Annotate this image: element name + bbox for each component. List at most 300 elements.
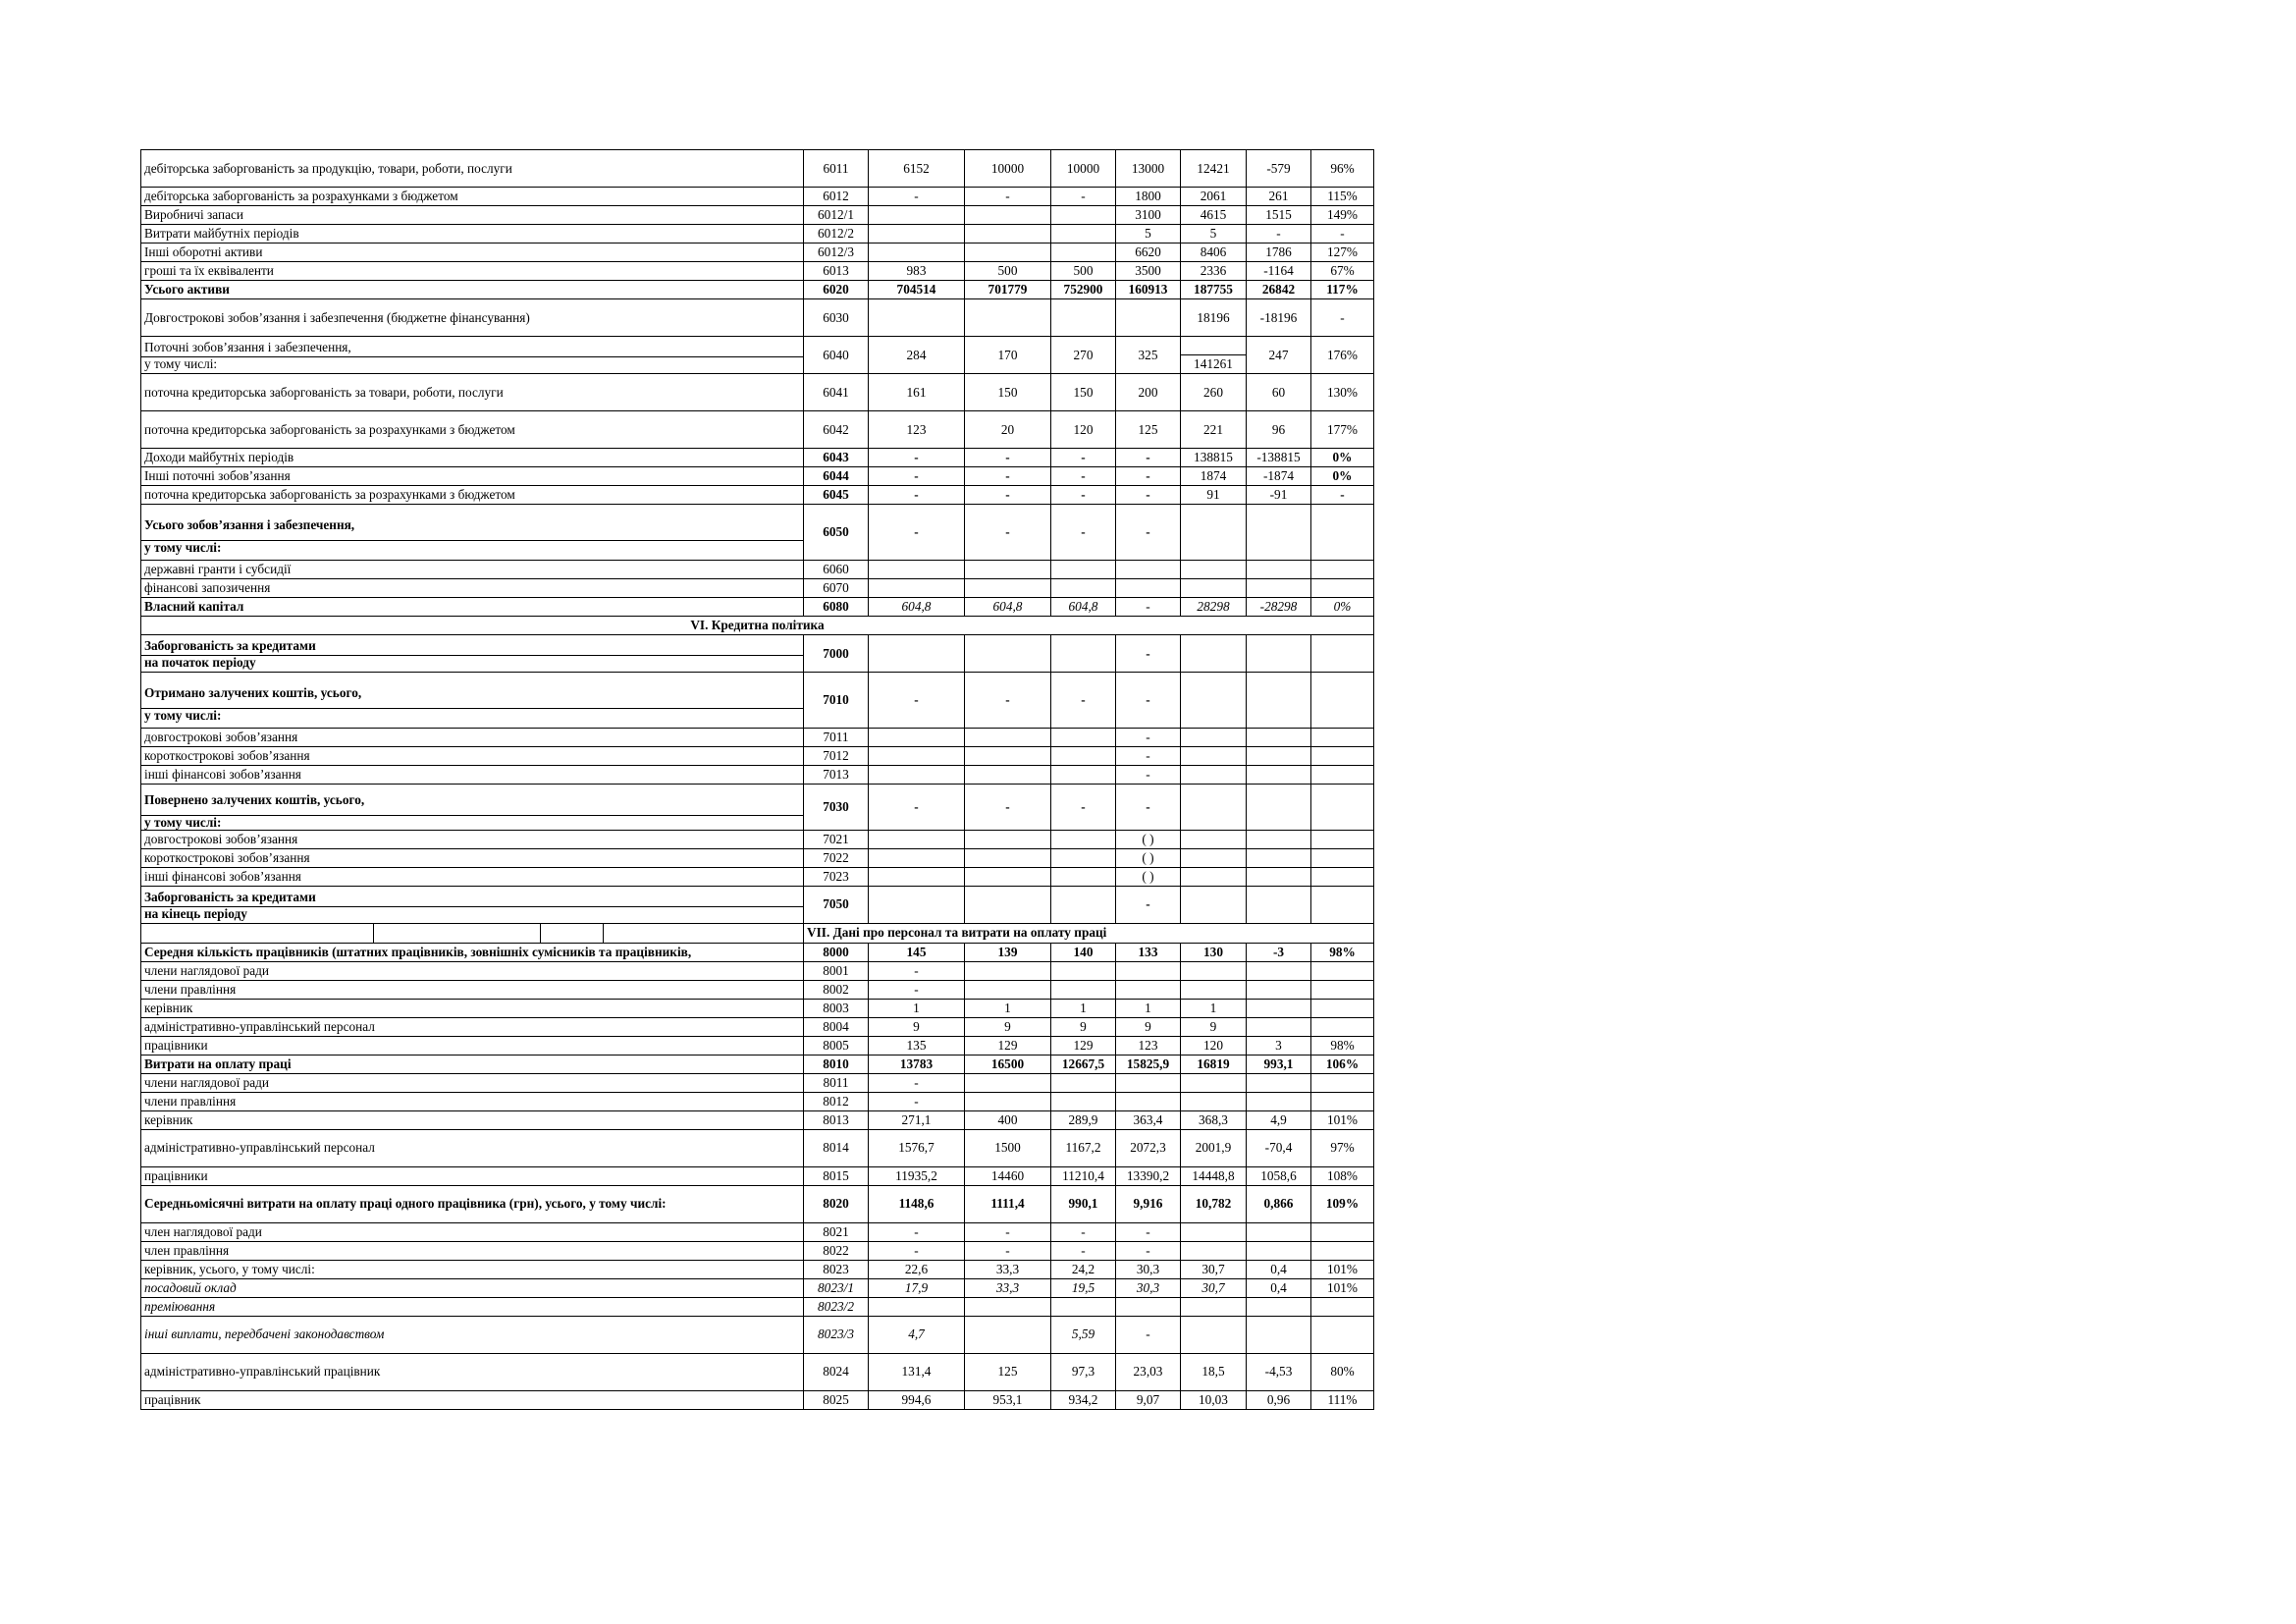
financial-plan-table [140, 149, 1374, 1410]
value-cell: 704514 [869, 281, 965, 299]
value-cell: 6152 [869, 150, 965, 188]
value-cell: -3 [1247, 943, 1311, 961]
row-code: 8025 [804, 1390, 869, 1409]
value-cell: - [1051, 467, 1116, 486]
section-title-personnel: VII. Дані про персонал та витрати на оплату праці [804, 923, 1374, 943]
row-code: 7000 [804, 635, 869, 673]
value-cell: 10000 [965, 150, 1051, 188]
value-cell: 96 [1247, 411, 1311, 449]
value-cell: 109% [1311, 1185, 1374, 1222]
value-cell: 26842 [1247, 281, 1311, 299]
row-code: 6045 [804, 486, 869, 505]
value-cell: 701779 [965, 281, 1051, 299]
value-cell [1181, 848, 1247, 867]
value-cell [1116, 1297, 1181, 1316]
value-cell: 271,1 [869, 1110, 965, 1129]
table-row [141, 1110, 1374, 1129]
value-cell: 125 [1116, 411, 1181, 449]
value-cell: 123 [869, 411, 965, 449]
value-cell: 13390,2 [1116, 1166, 1181, 1185]
value-cell: 145 [869, 943, 965, 961]
row-label-line1: Заборгованість за кредитами [141, 637, 803, 656]
value-cell: 161 [869, 374, 965, 411]
value-cell: 604,8 [1051, 598, 1116, 617]
table-row [141, 1055, 1374, 1073]
row-label [141, 635, 804, 673]
table-row [141, 561, 1374, 579]
row-label: члени наглядової ради [141, 961, 804, 980]
value-cell [965, 747, 1051, 766]
row-label: інші фінансові зобов’язання [141, 766, 804, 785]
value-cell: 1 [965, 999, 1051, 1017]
value-cell [965, 1297, 1051, 1316]
row-label: Середньомісячні витрати на оплату праці одного працівника (грн), усього, у тому числі: [141, 1185, 804, 1222]
value-cell: - [1116, 785, 1181, 831]
row-label-line2: на кінець періоду [144, 905, 247, 921]
value-cell [869, 561, 965, 579]
row-label: адміністративно-управлінський персонал [141, 1017, 804, 1036]
value-cell: - [1051, 486, 1116, 505]
value-cell: 261 [1247, 188, 1311, 206]
row-label: дебіторська заборгованість за продукцію, товари, роботи, послуги [141, 150, 804, 188]
value-cell: 13000 [1116, 150, 1181, 188]
value-cell: 111% [1311, 1390, 1374, 1409]
value-cell [1116, 561, 1181, 579]
row-code: 7021 [804, 830, 869, 848]
value-cell [1311, 635, 1374, 673]
row-code: 7012 [804, 747, 869, 766]
value-cell: 0% [1311, 449, 1374, 467]
row-label: поточна кредиторська заборгованість за розрахунками з бюджетом [141, 411, 804, 449]
value-cell [1247, 635, 1311, 673]
value-cell [1181, 1073, 1247, 1092]
value-cell [1051, 299, 1116, 337]
row-code: 8005 [804, 1036, 869, 1055]
value-cell: - [965, 505, 1051, 561]
value-cell: 16819 [1181, 1055, 1247, 1073]
value-cell: 2061 [1181, 188, 1247, 206]
row-code: 8020 [804, 1185, 869, 1222]
value-cell: 9 [869, 1017, 965, 1036]
value-cell: 1500 [965, 1129, 1051, 1166]
value-cell [1247, 785, 1311, 831]
value-cell [965, 848, 1051, 867]
value-cell: 138815 [1181, 449, 1247, 467]
value-cell [1051, 830, 1116, 848]
value-cell: 4,9 [1247, 1110, 1311, 1129]
value-cell: 125 [965, 1353, 1051, 1390]
value-cell: -18196 [1247, 299, 1311, 337]
row-code: 6080 [804, 598, 869, 617]
value-cell: 101% [1311, 1278, 1374, 1297]
row-label [141, 785, 804, 831]
value-cell: 325 [1116, 337, 1181, 374]
row-code: 8022 [804, 1241, 869, 1260]
value-cell: 200 [1116, 374, 1181, 411]
table-row [141, 505, 1374, 561]
row-label-line2: у тому числі: [144, 540, 222, 556]
row-code: 6020 [804, 281, 869, 299]
value-cell: 24,2 [1051, 1260, 1116, 1278]
value-cell: 101% [1311, 1110, 1374, 1129]
value-cell: 363,4 [1116, 1110, 1181, 1129]
value-cell: - [1116, 598, 1181, 617]
value-cell [1051, 747, 1116, 766]
value-cell [1051, 244, 1116, 262]
value-cell: 1 [1051, 999, 1116, 1017]
row-code: 6012/1 [804, 206, 869, 225]
value-cell: 994,6 [869, 1390, 965, 1409]
table-row [141, 1129, 1374, 1166]
value-cell [1311, 1222, 1374, 1241]
value-cell: - [1116, 1222, 1181, 1241]
value-cell [869, 766, 965, 785]
row-code: 8014 [804, 1129, 869, 1166]
value-cell [1247, 673, 1311, 729]
value-cell [1247, 1073, 1311, 1092]
value-cell: 604,8 [869, 598, 965, 617]
value-cell: - [1116, 449, 1181, 467]
value-cell: 1111,4 [965, 1185, 1051, 1222]
value-cell: - [869, 467, 965, 486]
value-cell: 10,03 [1181, 1390, 1247, 1409]
value-cell: 33,3 [965, 1278, 1051, 1297]
value-cell [1181, 505, 1247, 561]
table-row [141, 374, 1374, 411]
value-cell: 130% [1311, 374, 1374, 411]
row-code: 6030 [804, 299, 869, 337]
value-cell [1311, 867, 1374, 886]
value-cell: - [869, 980, 965, 999]
value-cell: - [1051, 1241, 1116, 1260]
value-cell [1181, 747, 1247, 766]
value-cell: 30,3 [1116, 1260, 1181, 1278]
value-cell: 4,7 [869, 1316, 965, 1353]
value-cell: - [1116, 505, 1181, 561]
value-cell: 9 [1181, 1017, 1247, 1036]
value-cell: 13783 [869, 1055, 965, 1073]
value-cell [1181, 766, 1247, 785]
value-cell: - [1116, 1241, 1181, 1260]
value-cell [1116, 1092, 1181, 1110]
value-cell: 120 [1181, 1036, 1247, 1055]
value-cell: 5,59 [1051, 1316, 1116, 1353]
table-row [141, 785, 1374, 831]
value-cell: - [869, 1222, 965, 1241]
value-cell: 1167,2 [1051, 1129, 1116, 1166]
value-cell [1247, 1297, 1311, 1316]
row-label: член правління [141, 1241, 804, 1260]
value-cell: 400 [965, 1110, 1051, 1129]
value-cell: ( ) [1116, 830, 1181, 848]
value-cell [1311, 1316, 1374, 1353]
blank-cells [141, 923, 804, 943]
value-cell: 752900 [1051, 281, 1116, 299]
value-cell [965, 766, 1051, 785]
value-cell: - [1051, 449, 1116, 467]
row-code: 7050 [804, 886, 869, 923]
value-cell [1116, 299, 1181, 337]
value-cell: 9 [1051, 1017, 1116, 1036]
value-cell: 106% [1311, 1055, 1374, 1073]
value-cell: - [965, 486, 1051, 505]
row-label: Доходи майбутніх періодів [141, 449, 804, 467]
value-cell [965, 1073, 1051, 1092]
value-cell [869, 848, 965, 867]
value-cell: - [965, 467, 1051, 486]
table-row [141, 1222, 1374, 1241]
table-row [141, 411, 1374, 449]
value-cell: 91 [1181, 486, 1247, 505]
row-code: 8023/3 [804, 1316, 869, 1353]
value-cell [1311, 747, 1374, 766]
row-code: 7010 [804, 673, 869, 729]
row-label [141, 886, 804, 923]
value-cell: 176% [1311, 337, 1374, 374]
value-cell: 133 [1116, 943, 1181, 961]
value-cell: 129 [1051, 1036, 1116, 1055]
value-cell [1181, 785, 1247, 831]
value-cell: 1800 [1116, 188, 1181, 206]
row-label: працівники [141, 1036, 804, 1055]
row-label [141, 673, 804, 729]
value-cell [1051, 206, 1116, 225]
row-label: Інші поточні зобов’язання [141, 467, 804, 486]
row-label: короткострокові зобов’язання [141, 848, 804, 867]
value-cell: 10,782 [1181, 1185, 1247, 1222]
table-row [141, 225, 1374, 244]
table-row [141, 1241, 1374, 1260]
row-label: преміювання [141, 1297, 804, 1316]
row-label: Усього активи [141, 281, 804, 299]
value-cell [1181, 867, 1247, 886]
table-row [141, 747, 1374, 766]
value-cell [1311, 579, 1374, 598]
value-cell: 284 [869, 337, 965, 374]
value-cell [1247, 766, 1311, 785]
row-code: 6040 [804, 337, 869, 374]
value-cell: - [1247, 225, 1311, 244]
value-cell: 108% [1311, 1166, 1374, 1185]
row-code: 8010 [804, 1055, 869, 1073]
value-cell [1247, 747, 1311, 766]
row-code: 8023 [804, 1260, 869, 1278]
value-cell: 28298 [1181, 598, 1247, 617]
blank-cell [141, 924, 374, 943]
value-cell: 98% [1311, 1036, 1374, 1055]
table-body [141, 150, 1374, 1410]
value-cell: -70,4 [1247, 1129, 1311, 1166]
table-row [141, 867, 1374, 886]
value-cell [965, 886, 1051, 923]
value-cell: - [869, 961, 965, 980]
value-cell: - [869, 673, 965, 729]
value-cell: 3 [1247, 1036, 1311, 1055]
value-cell [1247, 729, 1311, 747]
table-row [141, 467, 1374, 486]
table-row [141, 1353, 1374, 1390]
value-cell [1181, 579, 1247, 598]
table-row [141, 188, 1374, 206]
row-code: 8024 [804, 1353, 869, 1390]
table-row [141, 1390, 1374, 1409]
value-cell: - [1116, 635, 1181, 673]
value-cell [1116, 1073, 1181, 1092]
value-cell [965, 980, 1051, 999]
value-cell: 187755 [1181, 281, 1247, 299]
value-cell: - [1116, 467, 1181, 486]
value-cell [1181, 1316, 1247, 1353]
row-label [141, 337, 804, 374]
row-label-line2: у тому числі: [144, 815, 222, 830]
value-cell: 5 [1116, 225, 1181, 244]
row-label: адміністративно-управлінський працівник [141, 1353, 804, 1390]
value-cell: 19,5 [1051, 1278, 1116, 1297]
value-cell [1247, 980, 1311, 999]
value-cell [1051, 961, 1116, 980]
value-cell: - [965, 1241, 1051, 1260]
row-code: 8013 [804, 1110, 869, 1129]
table-row [141, 337, 1374, 374]
value-cell [1181, 673, 1247, 729]
value-cell [1247, 867, 1311, 886]
row-label: члени наглядової ради [141, 1073, 804, 1092]
value-cell: 1058,6 [1247, 1166, 1311, 1185]
row-label: адміністративно-управлінський персонал [141, 1129, 804, 1166]
value-cell: 4615 [1181, 206, 1247, 225]
row-label: Витрати майбутніх періодів [141, 225, 804, 244]
table-row [141, 1297, 1374, 1316]
value-cell: 129 [965, 1036, 1051, 1055]
value-cell: 97% [1311, 1129, 1374, 1166]
value-cell [1311, 785, 1374, 831]
value-cell: 260 [1181, 374, 1247, 411]
row-code: 6044 [804, 467, 869, 486]
value-cell [1181, 635, 1247, 673]
row-label: Власний капітал [141, 598, 804, 617]
row-label: державні гранти і субсидії [141, 561, 804, 579]
value-cell [1051, 1092, 1116, 1110]
row-code: 7022 [804, 848, 869, 867]
row-label: посадовий оклад [141, 1278, 804, 1297]
row-label: поточна кредиторська заборгованість за товари, роботи, послуги [141, 374, 804, 411]
value-cell: 177% [1311, 411, 1374, 449]
value-cell: 60 [1247, 374, 1311, 411]
row-code: 8023/2 [804, 1297, 869, 1316]
row-code: 8000 [804, 943, 869, 961]
table-row [141, 299, 1374, 337]
value-cell: -28298 [1247, 598, 1311, 617]
row-code: 6013 [804, 262, 869, 281]
row-code: 8012 [804, 1092, 869, 1110]
row-code: 8003 [804, 999, 869, 1017]
row-label: гроші та їх еквіваленти [141, 262, 804, 281]
row-code: 8001 [804, 961, 869, 980]
value-cell [869, 206, 965, 225]
value-cell: - [1116, 729, 1181, 747]
row-label: член наглядової ради [141, 1222, 804, 1241]
value-cell [1247, 848, 1311, 867]
value-cell: 150 [965, 374, 1051, 411]
value-cell [1181, 729, 1247, 747]
value-cell: -138815 [1247, 449, 1311, 467]
table-row [141, 206, 1374, 225]
row-label-line1: Усього зобов’язання і забезпечення, [141, 510, 803, 541]
value-cell: 3500 [1116, 262, 1181, 281]
value-cell [1051, 766, 1116, 785]
row-code: 6041 [804, 374, 869, 411]
row-label: Середня кількість працівників (штатних працівників, зовнішніх сумісників та працівників, [141, 943, 804, 961]
value-cell: 990,1 [1051, 1185, 1116, 1222]
value-cell: 96% [1311, 150, 1374, 188]
value-cell [1051, 729, 1116, 747]
value-cell [1311, 766, 1374, 785]
value-cell: 9,07 [1116, 1390, 1181, 1409]
table-row [141, 1036, 1374, 1055]
table-row [141, 980, 1374, 999]
value-cell: -1874 [1247, 467, 1311, 486]
row-label: Витрати на оплату праці [141, 1055, 804, 1073]
value-cell: - [869, 486, 965, 505]
value-cell: 123 [1116, 1036, 1181, 1055]
value-cell: 30,3 [1116, 1278, 1181, 1297]
value-cell: 8406 [1181, 244, 1247, 262]
row-label-line1: Повернено залучених коштів, усього, [141, 785, 803, 816]
value-cell [869, 886, 965, 923]
table-row [141, 244, 1374, 262]
value-cell [965, 206, 1051, 225]
value-cell [1051, 225, 1116, 244]
value-cell: - [1051, 785, 1116, 831]
row-code: 7023 [804, 867, 869, 886]
row-code: 8002 [804, 980, 869, 999]
value-cell [965, 867, 1051, 886]
value-cell [869, 244, 965, 262]
value-cell: -4,53 [1247, 1353, 1311, 1390]
value-cell: 127% [1311, 244, 1374, 262]
table-row [141, 1260, 1374, 1278]
value-cell: ( ) [1116, 867, 1181, 886]
value-cell: 9 [1116, 1017, 1181, 1036]
value-cell: 0% [1311, 467, 1374, 486]
value-cell [965, 1316, 1051, 1353]
value-cell: 160913 [1116, 281, 1181, 299]
value-cell: 130 [1181, 943, 1247, 961]
row-label: довгострокові зобов’язання [141, 729, 804, 747]
value-cell [1247, 1222, 1311, 1241]
row-label: працівник [141, 1390, 804, 1409]
value-cell [1181, 1241, 1247, 1260]
row-code: 6070 [804, 579, 869, 598]
value-cell: - [965, 449, 1051, 467]
table-row [141, 673, 1374, 729]
row-label: довгострокові зобов’язання [141, 830, 804, 848]
row-code: 6043 [804, 449, 869, 467]
row-label: фінансові запозичення [141, 579, 804, 598]
row-label-line1: Отримано залучених коштів, усього, [141, 677, 803, 709]
value-cell [1311, 980, 1374, 999]
value-cell [1116, 980, 1181, 999]
row-label [141, 505, 804, 561]
value-cell: 10000 [1051, 150, 1116, 188]
value-cell: - [1051, 673, 1116, 729]
value-cell: - [1116, 747, 1181, 766]
value-cell: 170 [965, 337, 1051, 374]
value-cell: 500 [1051, 262, 1116, 281]
row-label: короткострокові зобов’язання [141, 747, 804, 766]
value-cell: - [1116, 486, 1181, 505]
value-cell: 11210,4 [1051, 1166, 1116, 1185]
